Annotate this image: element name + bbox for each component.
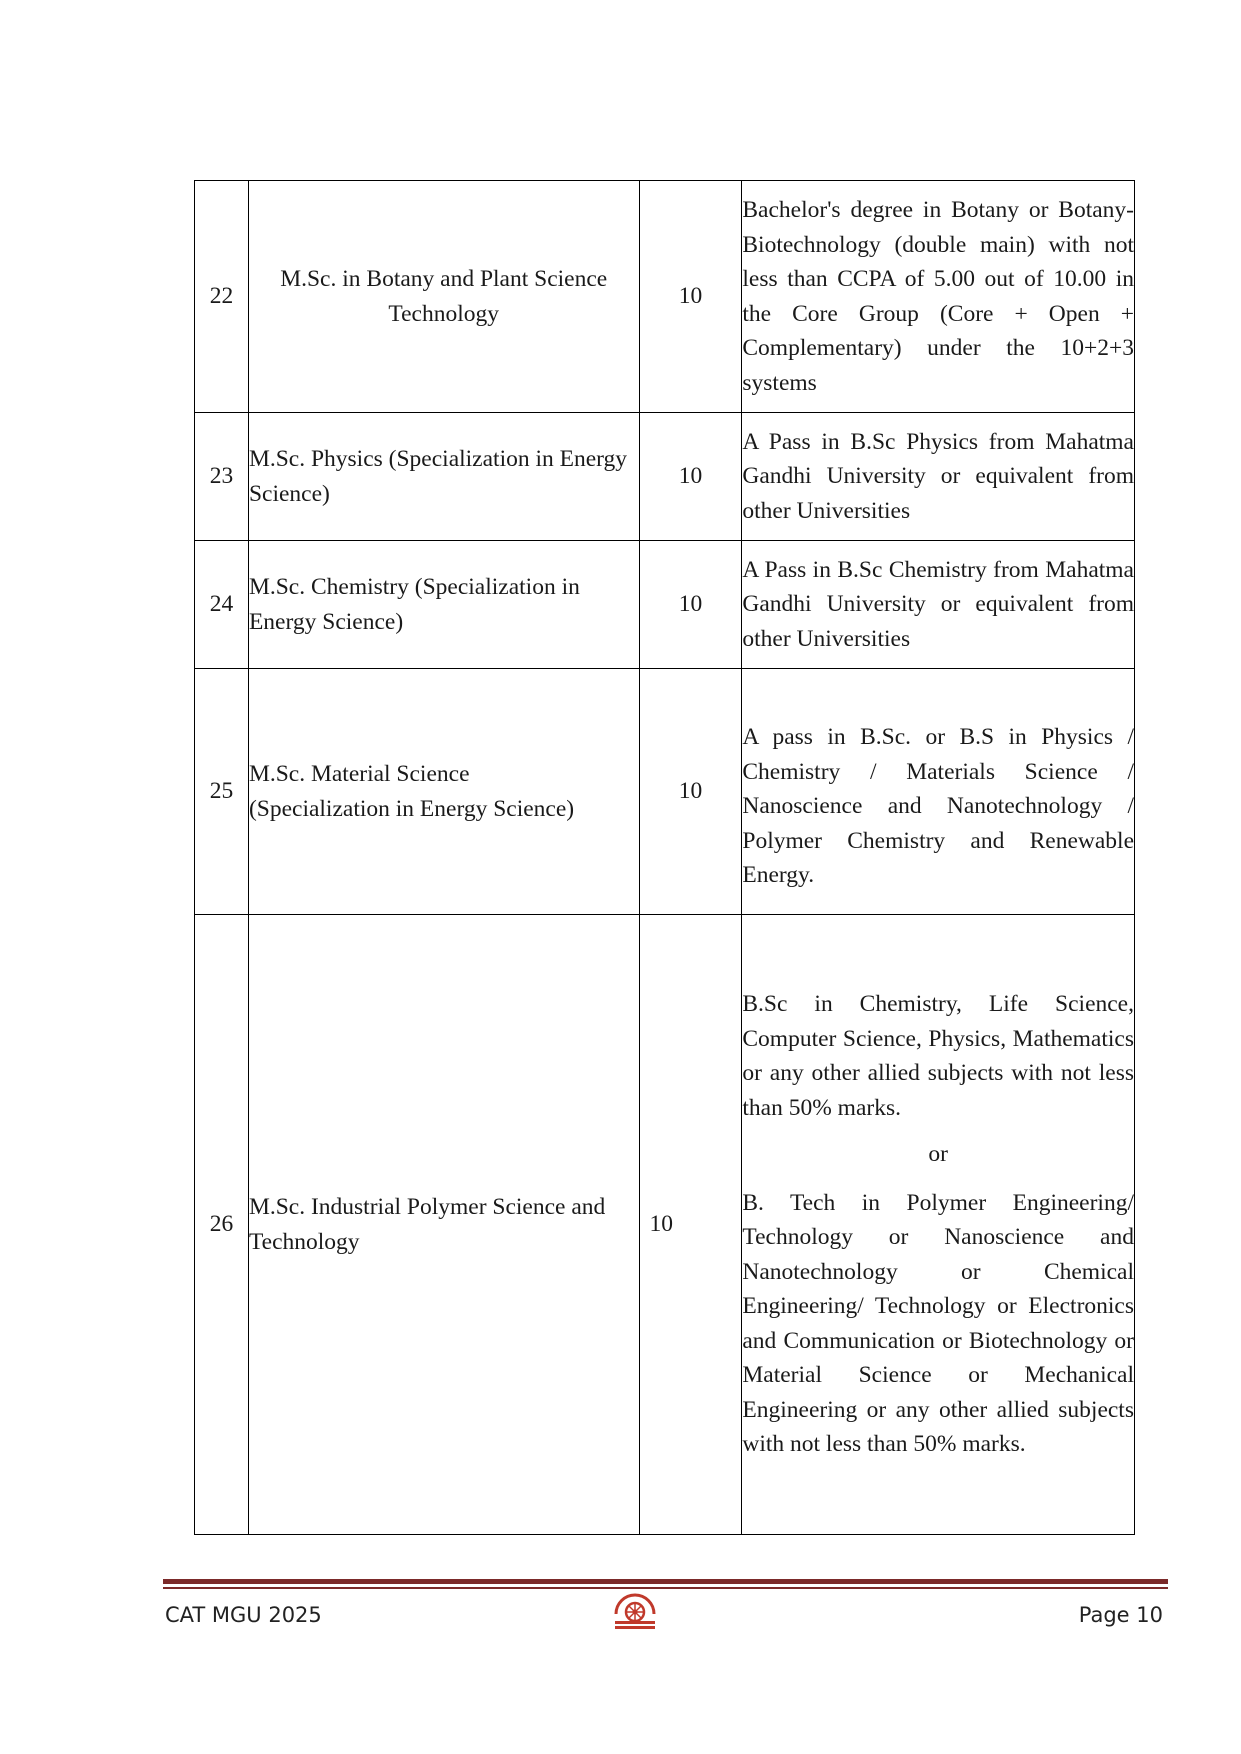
serial-number: 25 — [195, 669, 249, 915]
programme-name-line: (Specialization in Energy Science) — [248, 795, 575, 822]
table-row — [195, 915, 1135, 1535]
seat-count: 10 — [639, 181, 742, 413]
footer-divider — [163, 1579, 1168, 1584]
eligibility-text: A pass in B.Sc. or B.S in Physics / Chemistry / Materials Science / Nanoscience and Nanotechnology / Polymer Chemistry and Renewable Energy. — [742, 724, 1134, 889]
programme-name-line: M.Sc. Material Science — [248, 761, 470, 787]
serial-number: 24 — [195, 541, 249, 669]
programme-name — [248, 181, 639, 413]
table-row — [195, 669, 1135, 915]
eligibility: Bachelor's degree in Botany or Botany-Biotechnology (double main) with not less than CCPA of 5.00 out of 10.00 in the Core Group (Core + Open + Complementary) under the 10+2+3 systems — [742, 181, 1135, 413]
programmes-table — [194, 180, 1135, 1535]
seat-count: 10 — [639, 669, 742, 915]
eligibility-or: or — [928, 1141, 948, 1168]
table-row — [195, 413, 1135, 541]
serial-number: 23 — [195, 413, 249, 541]
footer-title: CAT MGU 2025 — [165, 1603, 322, 1627]
university-emblem-icon — [612, 1590, 658, 1630]
table-row — [195, 181, 1135, 413]
eligibility: A Pass in B.Sc Chemistry from Mahatma Gandhi University or equivalent from other Universities — [742, 541, 1135, 669]
eligibility-option-b: B. Tech in Polymer Engineering/ Technology or Nanoscience and Nanotechnology or Chemical Engineering/ Technology or Electronics and Communication or Biotechnology or Material Science or Mechanical Engineering or any other allied subjects with not less than 50% marks. — [742, 1189, 1134, 1458]
programme-name — [248, 669, 639, 915]
eligibility-option-a: B.Sc in Chemistry, Life Science, Computer Science, Physics, Mathematics or any other allied subjects with not less than 50% marks. — [742, 991, 1134, 1121]
eligibility: A Pass in B.Sc Physics from Mahatma Gandhi University or equivalent from other Universities — [742, 413, 1135, 541]
footer-divider-thin — [163, 1587, 1168, 1589]
programme-name-line: Technology — [388, 300, 500, 327]
eligibility — [742, 669, 1135, 915]
page-number: Page 10 — [1078, 1603, 1163, 1627]
serial-number: 22 — [195, 181, 249, 413]
seat-count: 10 — [639, 541, 742, 669]
programme-name: M.Sc. Physics (Specialization in Energy Science) — [248, 413, 639, 541]
seat-count: 10 — [639, 413, 742, 541]
programme-name-line: M.Sc. in Botany and Plant Science — [280, 266, 608, 292]
programme-name: M.Sc. Chemistry (Specialization in Energy Science) — [248, 541, 639, 669]
seat-count: 10 — [639, 915, 742, 1535]
eligibility — [742, 915, 1135, 1535]
table-row — [195, 541, 1135, 669]
serial-number: 26 — [195, 915, 249, 1535]
programme-name: M.Sc. Industrial Polymer Science and Technology — [248, 915, 639, 1535]
